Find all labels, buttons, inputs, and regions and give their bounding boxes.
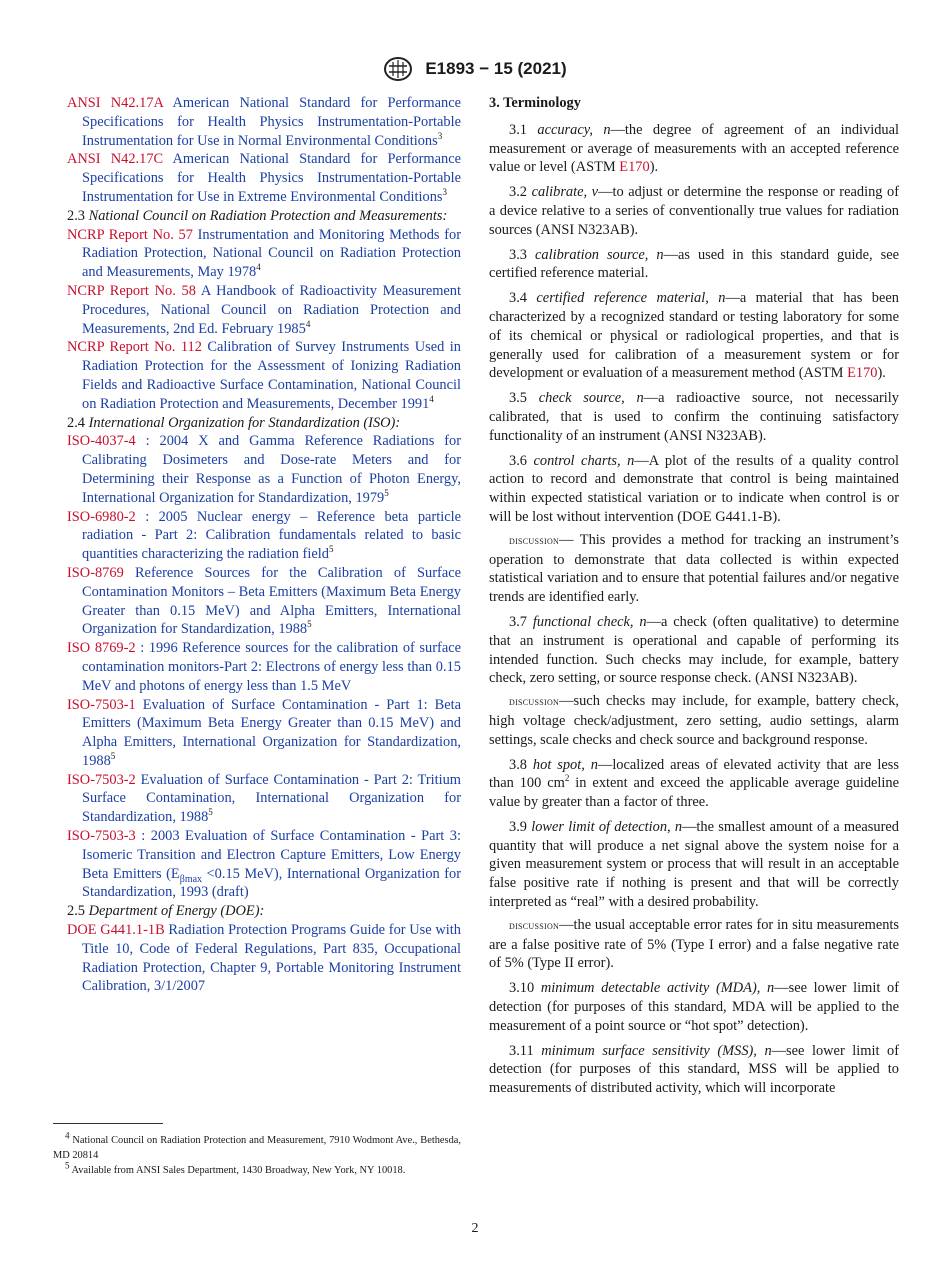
reference-entry (67, 921, 461, 996)
reference-entry (67, 226, 461, 282)
reference-code[interactable]: ISO 8769-2 (67, 640, 136, 657)
right-column (489, 94, 899, 1104)
term-3-7 (489, 613, 899, 688)
footnotes (53, 1130, 461, 1178)
term-definition-cont: in extent and exceed the applicable average guideline value by greater than a factor of three. (489, 775, 899, 811)
footnote-mark: 3 (442, 187, 447, 198)
discussion-3-7 (489, 692, 899, 749)
reference-entry (67, 282, 461, 338)
footnote-mark: 5 (307, 619, 312, 630)
footnote-divider (53, 1123, 163, 1124)
term-number: 3.10 (509, 980, 535, 997)
subsection-2-3 (67, 207, 461, 226)
page-header (0, 56, 950, 82)
term-3-4 (489, 289, 899, 383)
subsection-number: 2.4 (67, 414, 85, 431)
footnote-mark: 5 (328, 544, 334, 555)
footnote-mark: 4 (429, 393, 434, 404)
term-3-5 (489, 389, 899, 445)
footnote-number: 5 (65, 1160, 70, 1171)
term-3-1 (489, 121, 899, 177)
term-definition: —the smallest amount of a measured quantity that will produce a net signal above the system noise for a given measurement system or process that will result in an acceptable false positive rate if nothing is present and that will be correctly interpreted as “real” with a desired probability. (489, 818, 899, 911)
reference-title[interactable]: Calibration of Survey Instruments Used in Radiation Protection for the Assessment of Ionizing Radiation Fields and Radioactive Surface Contamination, National Council on Radiation Protection and Measurements, December 1991 (82, 339, 461, 412)
left-column (67, 94, 461, 996)
term-definition: —a radioactive source, not necessarily calibrated, that is used to confirm the continuing satisfactory functionality of an instrument (ANSI N323AB). (489, 390, 899, 444)
reference-code[interactable]: NCRP Report No. 58 (67, 282, 196, 299)
footnote-number: 4 (65, 1130, 70, 1141)
term-3-11 (489, 1042, 899, 1098)
term-number: 3.11 (509, 1042, 534, 1059)
page-number: 2 (471, 1221, 479, 1236)
reference-title[interactable]: : 2004 X and Gamma Reference Radiations for Calibrating Dosimeters and Dose-rate Meters and for Determining their Response as a Function of Photon Energy, International Organization for Standardization, 1979 (82, 433, 461, 506)
term-number: 3.5 (509, 390, 527, 407)
term-definition: —the degree of agreement of an individual measurement or average of measurements with an accepted reference value or level (ASTM (489, 121, 899, 176)
term-3-9 (489, 818, 899, 912)
footnote-mark: 4 (256, 262, 261, 273)
reference-entry (67, 338, 461, 413)
term-number: 3.8 (509, 756, 527, 773)
subsection-title: Department of Energy (DOE): (88, 903, 265, 920)
term-number: 3.3 (509, 246, 527, 263)
term-name: minimum surface sensitivity (MSS), n (541, 1042, 772, 1059)
term-name: check source, n (538, 390, 644, 407)
term-number: 3.1 (509, 121, 527, 138)
term-name: hot spot, n (532, 756, 598, 773)
reference-title[interactable]: Reference Sources for the Calibration of Surface Contamination Monitors – Beta Emitters (Maximum Beta Energy Greater than 0.15 MeV) and Alpha Emitters, International Organization for Standardization, 1988 (82, 564, 461, 638)
footnote (53, 1160, 461, 1178)
discussion-3-6 (489, 531, 899, 607)
reference-code[interactable]: NCRP Report No. 57 (67, 226, 193, 243)
section-heading: 3. Terminology (489, 95, 581, 111)
subsection-number: 2.3 (67, 207, 85, 224)
reference-title[interactable]: Evaluation of Surface Contamination - Part 1: Beta Emitters (Maximum Beta Energy Greater than 0.15 MeV) and Alpha Emitters, International Organization for Standardization, 1988 (82, 696, 462, 769)
term-name: lower limit of detection, n (531, 818, 683, 835)
reference-title-part: <0.15 MeV), International Organization for Standardization, 1993 (draft) (82, 865, 461, 901)
term-3-6 (489, 452, 899, 527)
reference-title[interactable]: Instrumentation and Monitoring Methods for Radiation Protection, National Council on Radiation Protection and Measurements, May 1978 (82, 226, 461, 281)
reference-link[interactable]: E170 (619, 159, 650, 176)
footnote-text: National Council on Radiation Protection and Measurement, 7910 Wodmont Ave., Bethesda, MD 20814 (53, 1135, 461, 1161)
reference-entry (67, 639, 461, 695)
footnote-mark: 5 (208, 807, 213, 818)
term-definition: —a material that has been characterized by a recognized standard or testing laboratory for some of its chemical or physical or radiological properties, and that is generally used for calibration of a measurement system or for development or evaluation of a measurement method (ASTM (489, 290, 899, 382)
reference-link[interactable]: E170 (847, 365, 878, 382)
term-tail: ). (877, 365, 886, 382)
reference-code[interactable]: ISO-6980-2 (67, 508, 136, 525)
astm-logo-icon (383, 56, 413, 82)
subsection-number: 2.5 (67, 903, 85, 920)
reference-title[interactable]: American National Standard for Performance Specifications for Health Physics Instrumentation-Portable Instrumentation for Use in Extreme Environmental Conditions (82, 151, 461, 205)
reference-code[interactable]: ISO-7503-2 (67, 771, 136, 788)
standard-designation: E1893 − 15 (2021) (425, 59, 567, 78)
reference-code[interactable]: ISO-4037-4 (67, 433, 136, 450)
reference-code[interactable]: DOE G441.1-1B (67, 922, 165, 939)
reference-title[interactable]: American National Standard for Performance Specifications for Health Physics Instrumentation-Portable Instrumentation for Use in Normal Environmental Conditions (82, 95, 461, 149)
reference-code[interactable]: ANSI N42.17C (67, 151, 164, 168)
term-number: 3.6 (509, 452, 527, 469)
term-number: 3.7 (509, 613, 527, 630)
footnote-mark: 3 (437, 130, 443, 141)
footnote-text: Available from ANSI Sales Department, 1430 Broadway, New York, NY 10018. (71, 1165, 406, 1176)
reference-title[interactable] (82, 828, 461, 900)
term-number: 3.2 (509, 184, 527, 201)
reference-code[interactable]: ISO-8769 (67, 564, 124, 581)
superscript: 2 (564, 773, 570, 784)
reference-entry (67, 827, 461, 902)
subsection-2-5 (67, 902, 461, 921)
discussion-text: — This provides a method for tracking an instrument’s operation to demonstrate that data collected is within expected statistical variation and to ensure that potential failures and/or negative trends are identified early. (489, 531, 899, 606)
subsection-2-4 (67, 414, 461, 433)
term-definition: —see lower limit of detection (for purposes of this standard, MSS will be applied to measurements of distributed activity, which will incorporate (489, 1042, 900, 1097)
footnote-mark: 5 (384, 487, 389, 498)
term-name: functional check, n (532, 613, 647, 630)
term-definition: —as used in this standard guide, see certified reference material. (489, 246, 899, 282)
term-definition: —A plot of the results of a quality control action to record and demonstrate that control is being maintained within expected statistical variation or to indicate when control is or will be lost without intervention (DOE G441.1-B). (489, 452, 899, 525)
term-definition: —see lower limit of detection (for purposes of this standard, MDA will be applied to the measurement of a point source or “hot spot” detection). (489, 980, 899, 1034)
term-3-3 (489, 246, 899, 284)
reference-code[interactable]: ANSI N42.17A (67, 95, 164, 111)
reference-title[interactable]: : 2005 Nuclear energy – Reference beta particle radiation - Part 2: Calibration fundamentals related to basic quantities characterizing the radiation field (82, 508, 461, 563)
subsection-title: International Organization for Standardization (ISO): (88, 414, 401, 431)
footnote-mark: 5 (110, 751, 116, 762)
reference-entry (67, 432, 461, 507)
term-tail: ). (649, 159, 659, 176)
reference-entry (67, 150, 461, 206)
discussion-label: discussion (509, 919, 560, 932)
term-name: minimum detectable activity (MDA), n (540, 980, 775, 997)
term-name: calibration source, n (535, 246, 664, 263)
discussion-label: discussion (509, 696, 560, 709)
discussion-text: —the usual acceptable error rates for in situ measurements are a false positive rate of 5% (Type I error) and a false negative rate of 5% (Type II error). (489, 916, 899, 972)
reference-title[interactable]: A Handbook of Radioactivity Measurement Procedures, National Council on Radiation Protection and Measurements, 2nd Ed. February 1985 (82, 282, 461, 337)
discussion-3-9 (489, 916, 899, 973)
reference-code[interactable]: NCRP Report No. 112 (67, 339, 202, 356)
reference-entry (67, 771, 461, 827)
reference-entry (67, 564, 461, 639)
term-name: certified reference material, n (536, 290, 726, 307)
term-definition: —to adjust or determine the response or reading of a device relative to a series of conventionally true values for radiation sources (ANSI N323AB). (489, 184, 899, 238)
term-definition: —a check (often qualitative) to determine that an instrument is operational and capable of performing its intended function. Such checks may include, for example, battery check, zero setting, or source response check. (ANSI N323AB). (489, 613, 899, 687)
reference-title[interactable]: : 1996 Reference sources for the calibration of surface contamination monitors-Part 2: Electrons of energy less than 0.15 MeV and photons of energy less than 1.5 MeV (82, 640, 461, 694)
reference-entry (67, 94, 461, 150)
term-number: 3.9 (509, 818, 527, 835)
term-3-10 (489, 979, 899, 1035)
reference-entry (67, 696, 461, 771)
reference-title[interactable]: Evaluation of Surface Contamination - Part 2: Tritium Surface Contamination, International Organization for Standardization, 1988 (82, 771, 461, 826)
reference-entry (67, 508, 461, 564)
discussion-label: discussion (509, 534, 560, 547)
term-name: accuracy, n (537, 121, 611, 138)
reference-code[interactable]: ISO-7503-3 (67, 828, 136, 845)
term-name: calibrate, v (531, 184, 599, 201)
reference-title[interactable]: Radiation Protection Programs Guide for Use with Title 10, Code of Federal Regulations, Part 835, Occupational Radiation Protection, Chapter 9, Portable Monitoring Instrument Calibration, 3/1/2007 (82, 922, 461, 995)
term-3-8 (489, 756, 899, 812)
term-name: control charts, n (533, 452, 635, 469)
footnote-mark: 4 (305, 318, 311, 329)
subsection-title: National Council on Radiation Protection and Measurements: (88, 207, 448, 224)
subscript: βmax (179, 873, 203, 885)
term-number: 3.4 (509, 290, 527, 307)
term-3-2 (489, 183, 899, 239)
term-definition: —localized areas of elevated activity that are less than 100 cm (489, 756, 899, 792)
reference-title-part: : 2003 Evaluation of Surface Contamination - Part 3: Isomeric Transition and Electron Capture Emitters, Low Energy Beta Emitters (E (82, 828, 461, 882)
discussion-text: —such checks may include, for example, battery check, high voltage check/adjustment, zero setting, audio settings, alarm settings, scale checks and check source and background response. (489, 693, 899, 748)
reference-code[interactable]: ISO-7503-1 (67, 696, 136, 713)
footnote (53, 1130, 461, 1163)
